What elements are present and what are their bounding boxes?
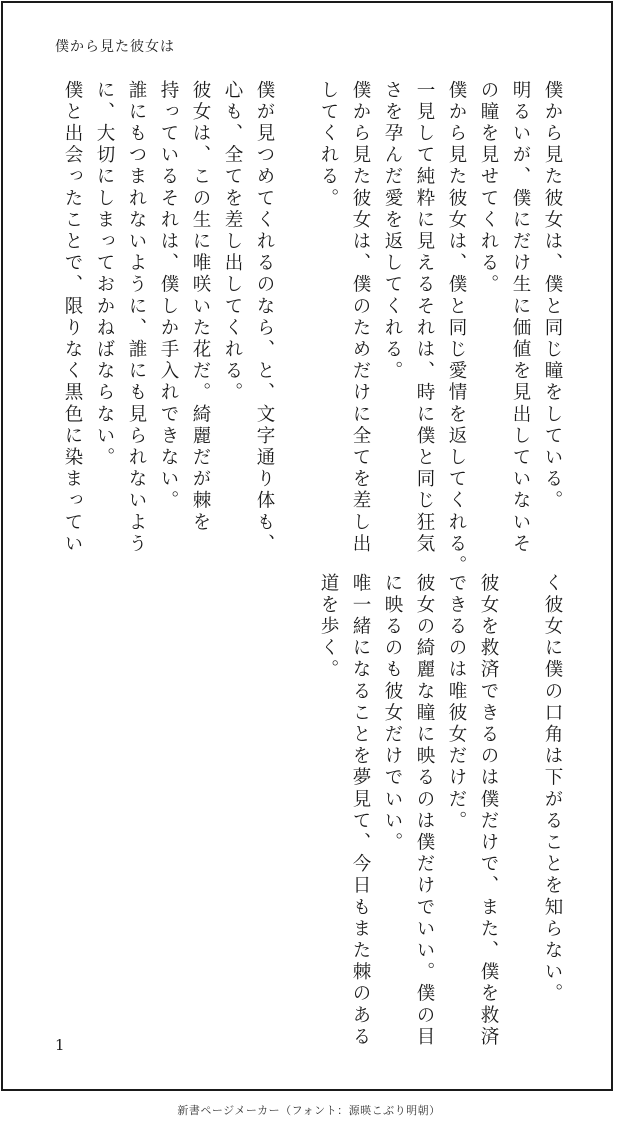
text-line: 心も、全てを差し出してくれる。 [222, 80, 243, 404]
footer-caption: 新書ページメーカー（フォント：源暎こぶり明朝） [177, 1104, 441, 1117]
text-line: 持っているそれは、僕しか手入れできない。 [158, 80, 179, 512]
text-line: さを孕んだ愛を返してくれる。 [382, 80, 403, 383]
lower-text-block [312, 573, 568, 1049]
text-line: 彼女は、この生に唯咲いた花だ。綺麗だが棘を [190, 80, 211, 534]
text-line: してくれる。 [318, 80, 339, 210]
text-line: に、大切にしまっておかねばならない。 [94, 80, 115, 469]
text-line: 僕から見た彼女は、僕と同じ瞳をしている。 [542, 80, 563, 512]
running-title: 僕から見た彼女は [55, 39, 175, 55]
text-line: く彼女に僕の口角は下がることを知らない。 [542, 573, 563, 1005]
text-line: 僕から見た彼女は、僕と同じ愛情を返してくれる。 [446, 80, 467, 577]
text-line: に映るのも彼女だけでいい。 [382, 573, 403, 854]
blank-line [280, 80, 312, 520]
text-line: 僕が見つめてくれるのなら、と、文字通り体も、 [254, 80, 275, 556]
text-line: 唯一緒になることを夢見て、今日もまた棘のある [350, 573, 371, 1049]
text-line: 彼女を救済できるのは僕だけで、また、僕を救済 [478, 573, 499, 1049]
text-line: 明るいが、僕にだけ生に価値を見出していないそ [510, 80, 531, 556]
text-line: 僕から見た彼女は、僕のためだけに全てを差し出 [350, 80, 371, 556]
text-line: 彼女の綺麗な瞳に映るのは僕だけでいい。僕の目 [414, 573, 435, 1049]
text-line: 道を歩く。 [318, 573, 339, 681]
text-line: の瞳を見せてくれる。 [478, 80, 499, 296]
upper-text-block [56, 80, 568, 577]
text-line: 僕と出会ったことで、限りなく黒色に染まってい [62, 80, 83, 556]
blank-line [504, 573, 536, 1013]
text-line: 誰にもつまれないように、誰にも見られないよう [126, 80, 147, 556]
page-number: 1 [55, 1036, 65, 1054]
text-line: できるのは唯彼女だけだ。 [446, 573, 467, 833]
text-line: 一見して純粋に見えるそれは、時に僕と同じ狂気 [414, 80, 435, 556]
